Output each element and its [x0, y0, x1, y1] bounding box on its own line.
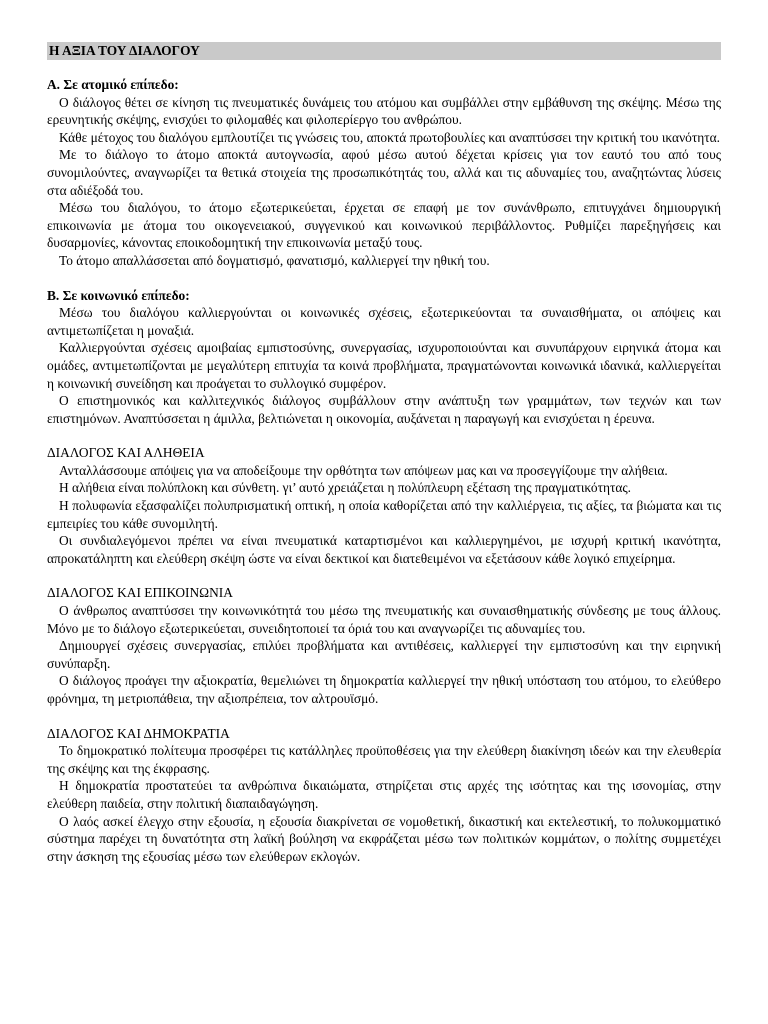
section-social-level: [47, 287, 721, 428]
section-heading: ΔΙΑΛΟΓΟΣ ΚΑΙ ΔΗΜΟΚΡΑΤΙΑ: [47, 725, 230, 741]
paragraph: Μέσω του διαλόγου, το άτομο εξωτερικεύεται, έρχεται σε επαφή με τον συνάνθρωπο, επιτυγχάνει δημιουργική επικοινωνία με άτομα του οικογενειακού, συγγενικού και κοινωνικού περιβάλλοντος. Ρυθμίζει παρεξηγήσεις και δυσαρμονίες, κάνοντας εποικοδομητική την επικοινωνία μεταξύ τους.: [47, 200, 721, 251]
section-dialogue-and-communication: [47, 584, 721, 707]
section-individual-level: [47, 76, 721, 270]
paragraph: Ο άνθρωπος αναπτύσσει την κοινωνικότητά του μέσω της πνευματικής και συναισθηματικής σύνδεσης με τους άλλους. Μόνο με το διάλογο εξωτερικεύεται, συνειδητοποιεί τα όριά του και αναγνωρίζει τις αδυναμίες του.: [47, 603, 721, 636]
paragraph: Καλλιεργούνται σχέσεις αμοιβαίας εμπιστοσύνης, συνεργασίας, ισχυροποιούνται και συνυπάρχουν ειρηνικά άτομα και ομάδες, αντιμετωπίζονται με μεγαλύτερη επιτυχία τα κοινά προβλήματα, πραγματώνονται κοινωνικά ιδανικά, καλλιεργείται η κοινωνική συνείδηση και προάγεται το συλλογικό συμφέρον.: [47, 340, 721, 391]
paragraph: Δημιουργεί σχέσεις συνεργασίας, επιλύει προβλήματα και αντιθέσεις, καλλιεργεί την εμπιστοσύνη και την ειρηνική συνύπαρξη.: [47, 638, 721, 671]
paragraph: Η αλήθεια είναι πολύπλοκη και σύνθετη. γι’ αυτό χρειάζεται η πολύπλευρη εξέταση της πραγματικότητας.: [59, 480, 632, 496]
paragraph: Ο διάλογος προάγει την αξιοκρατία, θεμελιώνει τη δημοκρατία καλλιεργεί την ηθική υπόσταση του ατόμου, το ελεύθερο φρόνημα, τη μετριοπάθεια, την αξιοπρέπεια, τον αλτρουϊσμό.: [47, 673, 721, 706]
section-heading: ΔΙΑΛΟΓΟΣ ΚΑΙ ΑΛΗΘΕΙΑ: [47, 445, 205, 461]
paragraph: Οι συνδιαλεγόμενοι πρέπει να είναι πνευματικά καταρτισμένοι και καλλιεργημένοι, με ισχυρή κριτική ικανότητα, απροκατάληπτη και ελεύθερη σκέψη ώστε να είναι δεκτικοί και διατεθειμένοι να εξετάσουν κάθε λογικό επιχείρημα.: [47, 533, 721, 566]
paragraph: Ο λαός ασκεί έλεγχο στην εξουσία, η εξουσία διακρίνεται σε νομοθετική, δικαστική και εκτελεστική, το πολυκομματικό σύστημα παρέχει τη δυνατότητα στη λαϊκή βούληση να εκφράζεται μέσω των πολιτικών κομμάτων, ο πολίτης συμμετέχει στην άσκηση της εξουσίας μέσω των ελεύθερων εκλογών.: [47, 813, 721, 864]
paragraph: Η δημοκρατία προστατεύει τα ανθρώπινα δικαιώματα, στηρίζεται στις αρχές της ισότητας και της ισονομίας, στην ελεύθερη παιδεία, στην πολιτική διαπαιδαγώγηση.: [47, 778, 721, 811]
paragraph: Μέσω του διαλόγου καλλιεργούνται οι κοινωνικές σχέσεις, εξωτερικεύονται τα συναισθήματα, οι απόψεις και αντιμετωπίζεται η μοναξιά.: [47, 305, 721, 338]
paragraph: Ανταλλάσσουμε απόψεις για να αποδείξουμε την ορθότητα των απόψεων μας και να προσεγγίζουμε την αλήθεια.: [59, 462, 668, 478]
paragraph: Ο επιστημονικός και καλλιτεχνικός διάλογος συμβάλλουν στην ανάπτυξη των γραμμάτων, των τεχνών και των επιστημόνων. Αναπτύσσεται η άμιλλα, βελτιώνεται η οικονομία, αυξάνεται η παραγωγή και ενισχύεται η έρευνα.: [47, 393, 721, 426]
section-heading: Β. Σε κοινωνικό επίπεδο:: [47, 287, 190, 303]
section-dialogue-and-democracy: [47, 725, 721, 866]
paragraph: Ο διάλογος θέτει σε κίνηση τις πνευματικές δυνάμεις του ατόμου και συμβάλλει στην εμβάθυνση της σκέψης. Μέσω της ερευνητικής σκέψης, ενισχύει το φιλομαθές και φιλοπερίεργο του ανθρώπου.: [47, 94, 721, 128]
section-heading: Α. Σε ατομικό επίπεδο:: [47, 77, 179, 92]
paragraph: Το δημοκρατικό πολίτευμα προσφέρει τις κατάλληλες προϋποθέσεις για την ελεύθερη διακίνηση ιδεών και την ελευθερία της σκέψης και της έκφρασης.: [47, 743, 721, 776]
paragraph: Με το διάλογο το άτομο αποκτά αυτογνωσία, αφού μέσω αυτού δέχεται κρίσεις για τον εαυτό του από τους συνομιλούντες, αναγνωρίζει τα θετικά στοιχεία της προσωπικότητάς του, αλλά και τις αδυναμίες του, αναζητώντας λύσεις στα αδιέξοδά του.: [47, 147, 721, 198]
paragraph: Κάθε μέτοχος του διαλόγου εμπλουτίζει τις γνώσεις του, αποκτά πρωτοβουλίες και αναπτύσσει την κριτική του ικανότητα.: [59, 129, 720, 145]
section-heading: ΔΙΑΛΟΓΟΣ ΚΑΙ ΕΠΙΚΟΙΝΩΝΙΑ: [47, 585, 233, 601]
document-title: Η ΑΞΙΑ ΤΟΥ ΔΙΑΛΟΓΟΥ: [47, 42, 721, 60]
paragraph: Το άτομο απαλλάσσεται από δογματισμό, φανατισμό, καλλιεργεί την ηθική του.: [59, 252, 490, 268]
paragraph: Η πολυφωνία εξασφαλίζει πολυπρισματική οπτική, η οποία καθορίζεται από την καλλιέργεια, τις αξίες, τα βιώματα και τις εμπειρίες του κάθε συνομιλητή.: [47, 498, 721, 531]
section-dialogue-and-truth: [47, 444, 721, 567]
